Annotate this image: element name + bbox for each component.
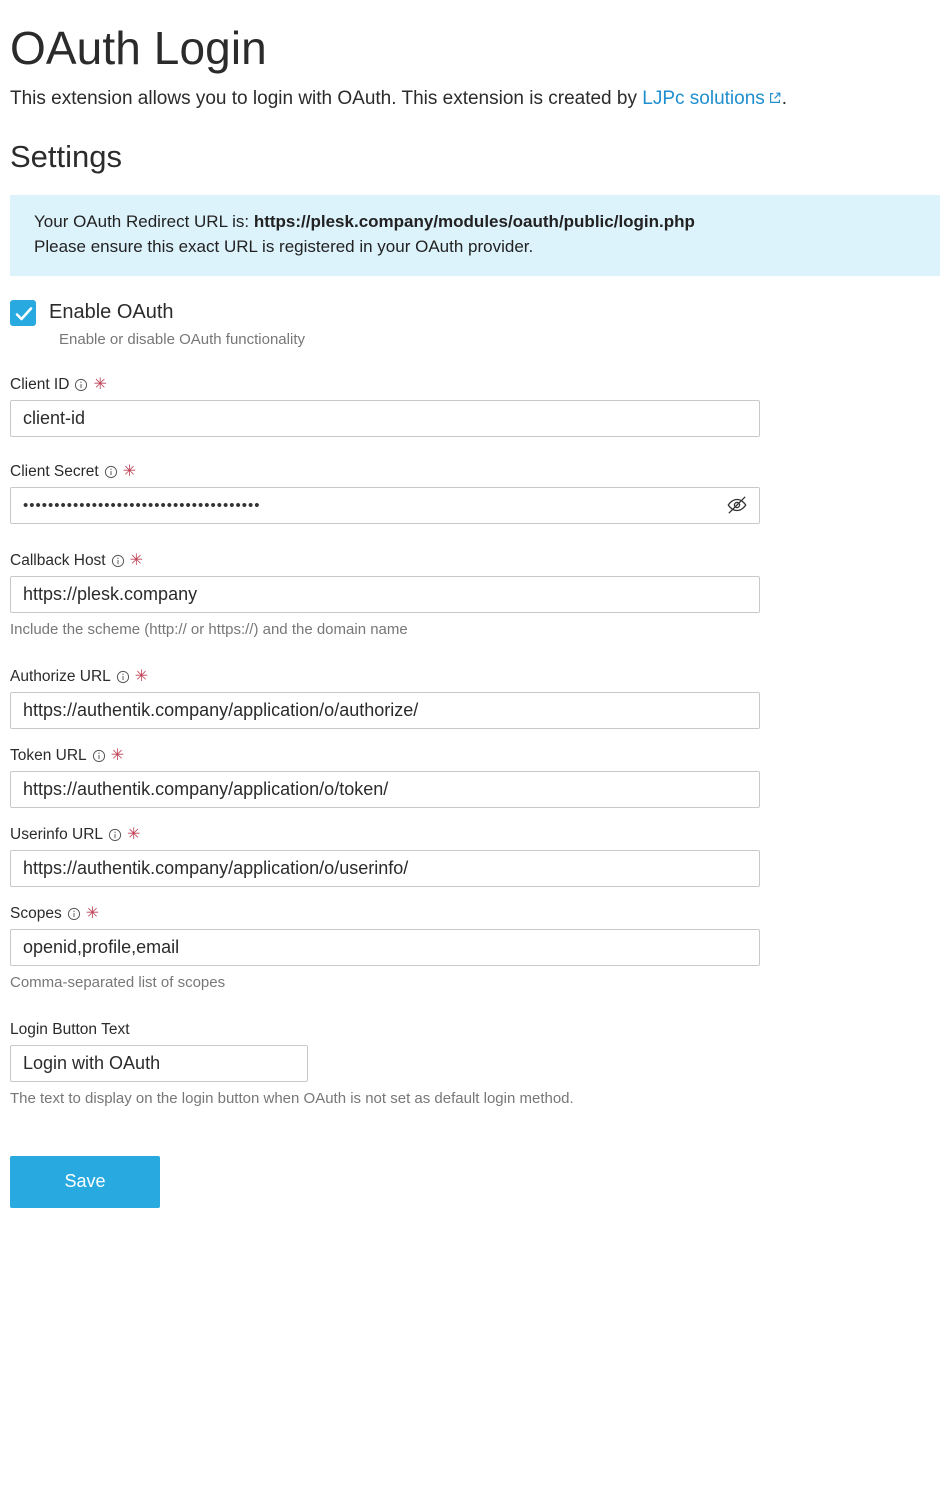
save-button[interactable]: Save <box>10 1156 160 1208</box>
info-icon[interactable] <box>92 749 106 763</box>
field-login-button-text <box>10 1021 940 1109</box>
userinfo-url-input[interactable] <box>10 850 760 887</box>
scopes-label: Scopes <box>10 905 62 923</box>
login-button-text-hint: The text to display on the login button when OAuth is not set as default login method. <box>10 1090 574 1108</box>
authorize-url-input[interactable] <box>10 692 760 729</box>
ljpc-solutions-link[interactable]: LJPc solutions <box>642 88 765 110</box>
redirect-url-instruction: Please ensure this exact URL is registered in your OAuth provider. <box>34 237 534 257</box>
token-url-input[interactable] <box>10 771 760 808</box>
scopes-hint: Comma-separated list of scopes <box>10 974 226 992</box>
required-marker: ✳ <box>129 551 144 569</box>
callback-host-hint: Include the scheme (http:// or https://) and the domain name <box>10 620 408 638</box>
required-marker: ✳ <box>110 747 125 765</box>
required-marker: ✳ <box>93 375 107 393</box>
authorize-url-label-row <box>10 668 940 686</box>
redirect-url-label: Your OAuth Redirect URL is: <box>34 211 254 231</box>
external-link-icon <box>768 87 782 113</box>
userinfo-url-label: Userinfo URL <box>10 826 104 844</box>
token-url-label: Token URL <box>10 747 87 765</box>
page-description <box>10 86 940 113</box>
settings-heading: Settings <box>10 138 123 174</box>
field-callback-host <box>10 552 940 640</box>
info-icon[interactable] <box>104 465 118 479</box>
info-icon[interactable] <box>67 907 81 921</box>
login-button-text-input[interactable] <box>10 1045 308 1082</box>
callback-host-input[interactable] <box>10 576 760 613</box>
userinfo-url-label-row <box>10 826 940 844</box>
info-icon[interactable] <box>108 828 122 842</box>
client-id-label-row <box>10 376 940 394</box>
client-id-input[interactable] <box>10 400 760 437</box>
info-icon[interactable] <box>111 554 125 568</box>
field-authorize-url <box>10 668 940 729</box>
enable-oauth-row[interactable] <box>10 298 940 326</box>
redirect-url-value: https://plesk.company/modules/oauth/public/login.php <box>253 211 695 231</box>
enable-oauth-label: Enable OAuth <box>49 300 174 323</box>
login-button-text-label-row <box>10 1021 940 1039</box>
info-icon[interactable] <box>74 378 88 392</box>
client-secret-masked-value: •••••••••••••••••••••••••••••••••••••• <box>23 496 261 514</box>
required-marker: ✳ <box>134 668 149 686</box>
callback-host-label-row <box>10 552 940 570</box>
enable-oauth-checkbox[interactable] <box>10 300 36 326</box>
redirect-url-notice <box>10 195 940 276</box>
info-icon[interactable] <box>116 670 130 684</box>
required-marker: ✳ <box>85 905 100 923</box>
authorize-url-label: Authorize URL <box>10 668 111 686</box>
field-client-id <box>10 376 940 437</box>
check-icon <box>14 304 34 324</box>
required-marker: ✳ <box>127 826 141 844</box>
client-secret-input[interactable] <box>10 487 760 524</box>
client-secret-label: Client Secret <box>10 462 99 480</box>
scopes-label-row <box>10 905 940 923</box>
field-client-secret <box>10 463 940 524</box>
enable-oauth-hint: Enable or disable OAuth functionality <box>59 330 305 348</box>
token-url-label-row <box>10 747 940 765</box>
client-secret-input-wrap <box>10 487 760 524</box>
page-title: OAuth Login <box>10 22 267 74</box>
intro-text: This extension allows you to login with OAuth. This extension is created by <box>10 88 643 110</box>
login-button-text-label: Login Button Text <box>10 1021 130 1039</box>
required-marker: ✳ <box>122 462 137 480</box>
eye-off-icon[interactable] <box>726 494 748 516</box>
field-scopes <box>10 905 940 993</box>
callback-host-label: Callback Host <box>10 551 106 569</box>
client-secret-label-row <box>10 463 940 481</box>
scopes-input[interactable] <box>10 929 760 966</box>
intro-period: . <box>781 88 788 110</box>
redirect-url-line <box>34 209 916 235</box>
field-token-url <box>10 747 940 808</box>
field-userinfo-url <box>10 826 940 887</box>
client-id-label: Client ID <box>10 375 70 393</box>
